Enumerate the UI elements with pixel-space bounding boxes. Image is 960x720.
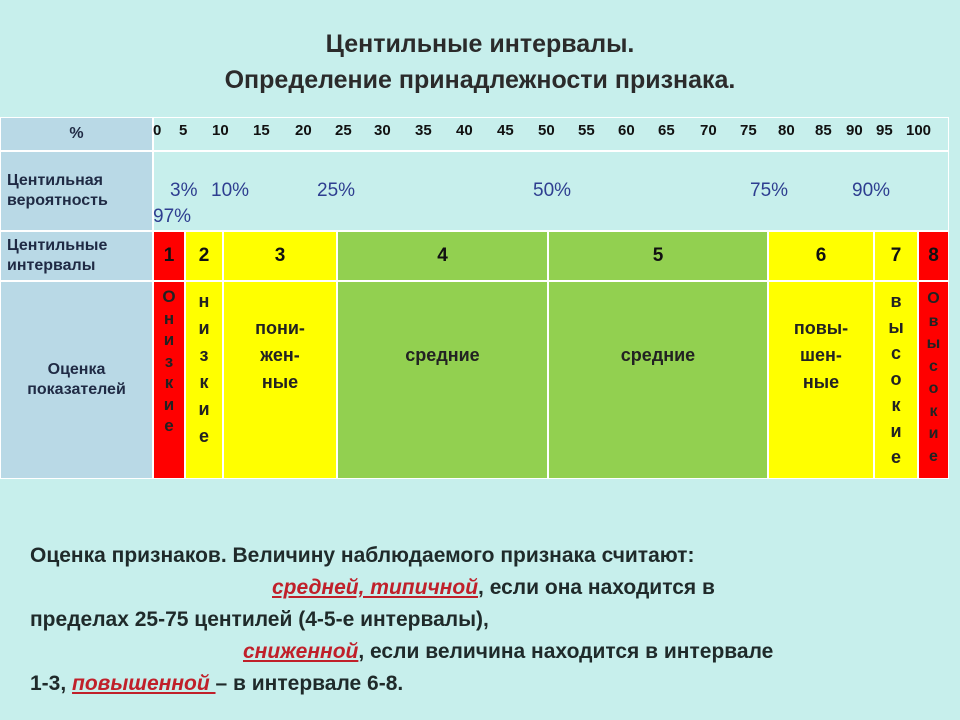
- probability-value: 3%: [170, 180, 198, 201]
- explanation-intro: Оценка признаков. Величину наблюдаемого признака считают:: [30, 544, 695, 567]
- explanation-average-rest: , если она находится в: [478, 576, 715, 599]
- percent-tick: 80: [778, 122, 795, 139]
- interval-cell-1: 1: [153, 231, 185, 281]
- row-label-probability: Центильная вероятность: [0, 151, 153, 231]
- page-title-line-2: Определение принадлежности признака.: [224, 66, 736, 94]
- percent-tick: 20: [295, 122, 312, 139]
- term-high: повышенной: [72, 672, 216, 695]
- interval-cell-5: 5: [548, 231, 768, 281]
- interval-cell-6: 6: [768, 231, 874, 281]
- percent-tick: 95: [876, 122, 893, 139]
- percent-tick: 15: [253, 122, 270, 139]
- rating-text: в ы с о к и е: [888, 291, 904, 467]
- percent-tick: 0: [153, 122, 162, 139]
- probability-value: 75%: [750, 180, 789, 201]
- percent-tick: 5: [179, 122, 188, 139]
- percent-tick: 65: [658, 122, 675, 139]
- page-title-line-1: Центильные интервалы.: [325, 30, 635, 58]
- rating-cell-low: [185, 281, 223, 479]
- explanation-high-rest: – в интервале 6-8.: [215, 672, 404, 695]
- rating-cell-average-4: [337, 281, 548, 479]
- percent-tick: 25: [335, 122, 352, 139]
- explanation-average-cont: пределах 25-75 центилей (4-5-е интервалы),: [30, 608, 489, 631]
- probability-value: 97%: [153, 206, 192, 227]
- percent-tick: 35: [415, 122, 432, 139]
- percent-tick: 45: [497, 122, 514, 139]
- percent-tick: 100: [906, 122, 932, 139]
- percent-tick: 60: [618, 122, 635, 139]
- rating-text: О в ы с о к и е: [926, 290, 941, 465]
- percent-tick: 90: [846, 122, 863, 139]
- explanation-average: [272, 572, 932, 604]
- percent-tick: 70: [700, 122, 717, 139]
- percent-tick: 75: [740, 122, 757, 139]
- rating-cell-average-5: [548, 281, 768, 479]
- explanation-high-pre: 1-3,: [30, 672, 73, 695]
- rating-cell-high: [874, 281, 918, 479]
- interval-cell-4: 4: [337, 231, 548, 281]
- rating-text: О н и з к и е: [162, 287, 176, 435]
- interval-cell-3: 3: [223, 231, 337, 281]
- probability-value: 25%: [317, 180, 356, 201]
- percent-tick: 85: [815, 122, 832, 139]
- term-average: средней, типичной: [272, 576, 479, 599]
- rating-cell-reduced: [223, 281, 337, 479]
- interval-cell-2: 2: [185, 231, 223, 281]
- rating-cell-very-high: [918, 281, 949, 479]
- percent-tick: 10: [212, 122, 229, 139]
- percent-tick: 55: [578, 122, 595, 139]
- rating-text: н и з к и е: [198, 291, 210, 446]
- row-label-percent: %: [0, 117, 153, 151]
- explanation-low: [243, 636, 943, 668]
- rating-text: средние: [405, 345, 480, 365]
- interval-cell-8: 8: [918, 231, 949, 281]
- probability-value: 50%: [533, 180, 572, 201]
- rating-text: повы- шен- ные: [793, 318, 849, 392]
- row-label-intervals: Центильные интервалы: [0, 231, 153, 281]
- rating-cell-increased: [768, 281, 874, 479]
- explanation-high: [30, 668, 940, 700]
- rating-text: пони- жен- ные: [255, 318, 305, 392]
- explanation-low-rest: , если величина находится в интервале: [358, 640, 774, 663]
- term-low: сниженной: [243, 640, 359, 663]
- rating-cell-very-low: [153, 281, 185, 479]
- probability-value: 10%: [211, 180, 250, 201]
- rating-text: средние: [620, 345, 696, 365]
- probability-value: 90%: [852, 180, 891, 201]
- percent-tick: 50: [538, 122, 555, 139]
- percent-tick: 40: [456, 122, 473, 139]
- percent-tick: 30: [374, 122, 391, 139]
- row-label-rating: Оценка показателей: [0, 281, 153, 479]
- interval-cell-7: 7: [874, 231, 918, 281]
